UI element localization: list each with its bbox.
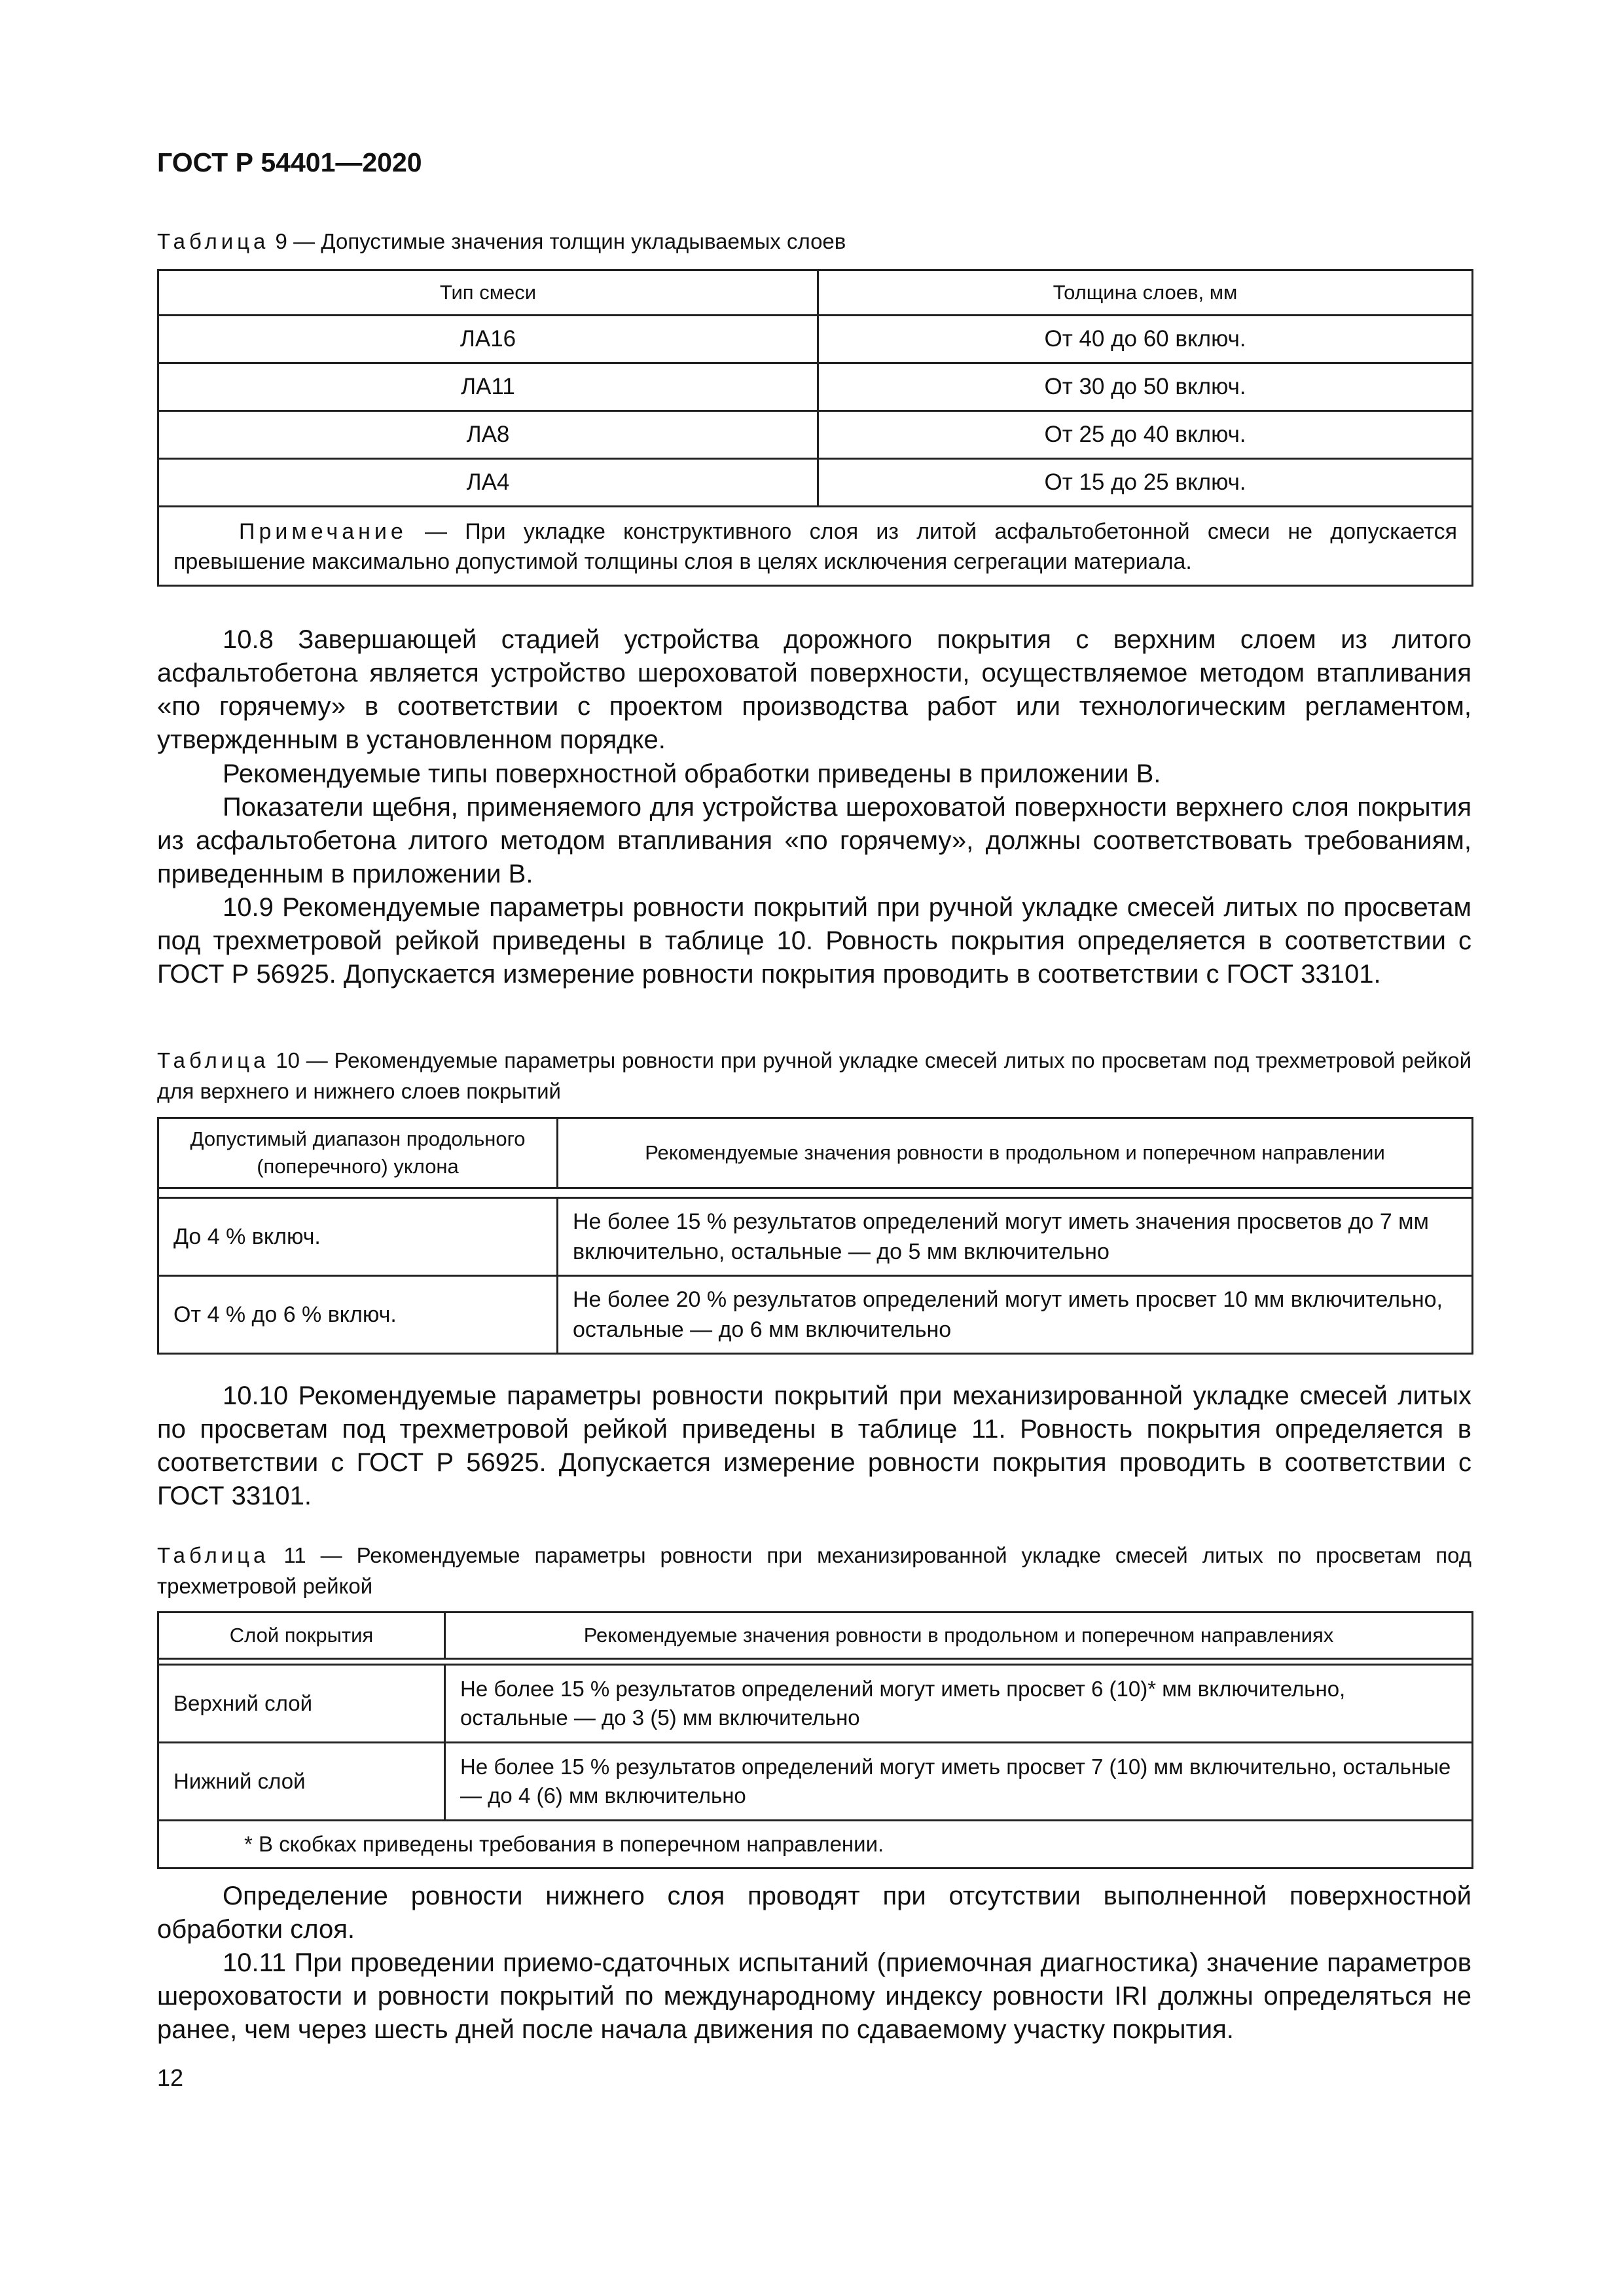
table10-cell-slope: От 4 % до 6 % включ. [158,1276,558,1354]
table-row [158,411,1473,459]
table-row [158,1665,1473,1743]
table9-note [158,507,1473,586]
paragraph-surface-types: Рекомендуемые типы поверхностной обработки приведены в приложении В. [223,759,1161,788]
paragraph-10-8: 10.8 Завершающей стадией устройства дорожного покрытия с верхним слоем из литого асфальтобетона является устройство шероховатой поверхности, осуществляемое методом втапливания «по горячему» в соответствии с проектом производства работ или технологическим регламентом, утвержденным в установленном порядке. [157,625,1471,754]
table11-col-layer: Слой покрытия [158,1613,445,1659]
table10-cell-evenness: Не более 20 % результатов определений могут иметь просвет 10 мм включительно, остальные — до 6 мм включительно [558,1276,1473,1354]
paragraph-lower-layer: Определение ровности нижнего слоя проводят при отсутствии выполненной поверхностной обработки слоя. [157,1882,1471,1944]
table11-header-row [158,1613,1473,1659]
table9-col-thickness: Толщина слоев, мм [818,270,1473,316]
table10-cell-slope: До 4 % включ. [158,1198,558,1276]
table9-cell-thickness: От 25 до 40 включ. [818,411,1473,459]
table9 [157,269,1473,587]
table11-caption-word: Таблица [157,1543,270,1567]
table9-cell-thickness: От 15 до 25 включ. [818,459,1473,507]
table11-cell-evenness: Не более 15 % результатов определений могут иметь просвет 6 (10)* мм включительно, остальные — до 3 (5) мм включительно [445,1665,1473,1743]
page-number: 12 [157,2064,184,2091]
table11-footnote-row [158,1821,1473,1868]
table11 [157,1611,1473,1869]
table9-header-row [158,270,1473,316]
table-row [158,363,1473,411]
table11-gap [158,1659,1473,1665]
table11-footnote: * В скобках приведены требования в поперечном направлении. [158,1821,1473,1868]
table10-caption [157,1045,1471,1106]
table10-header-row [158,1118,1473,1188]
table11-cell-layer: Верхний слой [158,1665,445,1743]
table9-note-word: Примечание [239,519,407,544]
paragraph-10-11: 10.11 При проведении приемо-сдаточных испытаний (приемочная диагностика) значение параметров шероховатости и ровности покрытий по международному индексу ровности IRI должны определяться не ранее, чем через шесть дней после начала движения по сдаваемому участку покрытия. [157,1948,1471,2044]
table10-caption-word: Таблица [157,1048,270,1072]
table-row [158,1198,1473,1276]
table9-note-text: — При укладке конструктивного слоя из литой асфальтобетонной смеси не допускается превышение максимально допустимой толщины слоя в целях исключения сегрегации материала. [173,519,1457,574]
table11-col-evenness: Рекомендуемые значения ровности в продольном и поперечном направлениях [445,1613,1473,1659]
table9-cell-thickness: От 30 до 50 включ. [818,363,1473,411]
table11-cell-evenness: Не более 15 % результатов определений могут иметь просвет 7 (10) мм включительно, остальные — до 4 (6) мм включительно [445,1743,1473,1821]
table10-col-slope: Допустимый диапазон продольного (поперечного) уклона [158,1118,558,1188]
table9-col-mix-type: Тип смеси [158,270,818,316]
table9-caption-word: Таблица [157,229,270,253]
paragraph-crushed-stone: Показатели щебня, применяемого для устройства шероховатой поверхности верхнего слоя покрытия из асфальтобетона литого методом втапливания «по горячему», должны соответствовать требованиям, приведенным в приложении В. [157,793,1471,888]
table9-cell-mix: ЛА4 [158,459,818,507]
table11-caption [157,1540,1471,1601]
table9-cell-thickness: От 40 до 60 включ. [818,316,1473,363]
document-id: ГОСТ Р 54401—2020 [157,147,422,177]
table-row [158,316,1473,363]
table9-cell-mix: ЛА16 [158,316,818,363]
table10-gap [158,1188,1473,1198]
table10 [157,1117,1473,1355]
table9-cell-mix: ЛА11 [158,363,818,411]
table10-caption-text: 10 — Рекомендуемые параметры ровности при ручной укладке смесей литых по просветам под трехметровой рейкой для верхнего и нижнего слоев покрытий [157,1048,1471,1103]
table11-cell-layer: Нижний слой [158,1743,445,1821]
table9-note-row [158,507,1473,586]
paragraph-10-9: 10.9 Рекомендуемые параметры ровности покрытий при ручной укладке смесей литых по просветам под трехметровой рейкой приведены в таблице 10. Ровность покрытия определяется в соответствии с ГОСТ Р 56925. Допускается измерение ровности покрытия проводить в соответствии с ГОСТ 33101. [157,893,1471,989]
table10-cell-evenness: Не более 15 % результатов определений могут иметь значения просветов до 7 мм включительно, остальные — до 5 мм включительно [558,1198,1473,1276]
table-row [158,459,1473,507]
paragraph-10-10: 10.10 Рекомендуемые параметры ровности покрытий при механизированной укладке смесей литых по просветам под трехметровой рейкой приведены в таблице 11. Ровность покрытия определяется в соответствии с ГОСТ Р 56925. Допускается измерение ровности покрытия проводить в соответствии с ГОСТ 33101. [157,1381,1471,1510]
table9-caption [157,226,1471,257]
table-row [158,1276,1473,1354]
table10-col-evenness: Рекомендуемые значения ровности в продольном и поперечном направлении [558,1118,1473,1188]
table-row [158,1743,1473,1821]
table11-caption-text: 11 — Рекомендуемые параметры ровности при механизированной укладке смесей литых по просветам под трехметровой рейкой [157,1543,1471,1598]
table9-cell-mix: ЛА8 [158,411,818,459]
table9-caption-text: 9 — Допустимые значения толщин укладываемых слоев [269,229,846,253]
